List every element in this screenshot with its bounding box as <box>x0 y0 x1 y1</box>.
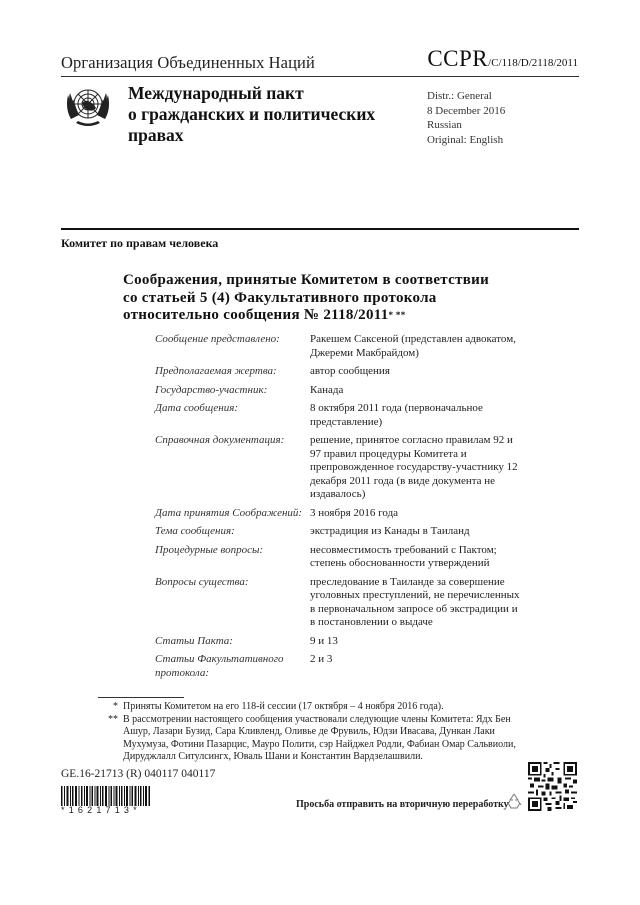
views-title-line <box>123 307 489 325</box>
metadata-row <box>155 653 525 680</box>
metadata-value: преследование в Таиланде за совершение уголовных преступлений, не перечисленных в первоначальном запросе об экстрадиции и в постановлении о выдаче <box>310 575 520 628</box>
footnote-text: В рассмотрении настоящего сообщения участвовали следующие члены Комитета: Ядх Бен Ашур, Лазари Бузид, Сара Кливленд, Оливье де Фрувиль, Юдзи Ивасава, Дункан Лаки Мухумуза, Фотини Пазарцис, Мауро Полити, сэр Найджел Родли, Фабиан Омар Сальвиоли, Дируджлалл Ситулсингх, Юваль Шани и Константин Вардзелашвили. <box>123 713 516 762</box>
committee-name: Комитет по правам человека <box>61 236 219 250</box>
symbol-main: CCPR <box>427 46 489 71</box>
views-title-line: со статьей 5 (4) Факультативного протокола <box>123 289 437 306</box>
metadata-row <box>155 635 525 649</box>
organization-name: Организация Объединенных Наций <box>61 53 315 72</box>
covenant-title <box>128 83 375 146</box>
metadata-label: Сообщение представлено: <box>155 333 280 345</box>
distribution-block <box>427 89 505 147</box>
metadata-row <box>155 525 525 539</box>
un-emblem-icon <box>62 81 114 131</box>
metadata-label: Государство-участник: <box>155 383 268 396</box>
metadata-value: автор сообщения <box>310 365 390 377</box>
symbol-suffix: /C/118/D/2118/2011 <box>488 57 578 69</box>
metadata-row <box>155 576 525 630</box>
views-title-line: Соображения, принятые Комитетом в соответствии <box>123 272 490 288</box>
metadata-label: Предполагаемая жертва: <box>155 365 277 377</box>
section-rule <box>61 228 579 230</box>
barcode-number: *1621713* <box>61 805 141 815</box>
language-line: Russian <box>427 119 462 131</box>
footnote-marks: * ** <box>388 310 406 320</box>
footnote-mark: * <box>113 701 118 712</box>
footnote-mark: ** <box>108 713 118 725</box>
metadata-row <box>155 434 525 502</box>
metadata-label: Дата принятия Соображений: <box>155 506 303 519</box>
views-title-text: относительно сообщения № 2118/2011 <box>123 307 389 323</box>
covenant-title-line: Международный пакт <box>128 83 304 103</box>
metadata-row <box>155 544 525 571</box>
footnote-rule <box>98 697 184 698</box>
original-line: Original: English <box>427 133 504 146</box>
metadata-value: экстрадиция из Канады в Таиланд <box>310 525 470 537</box>
footnote-text: Приняты Комитетом на его 118-й сессии (17 октября – 4 ноября 2016 года). <box>123 701 444 712</box>
footnotes <box>96 701 526 764</box>
distr-line: Distr.: General <box>427 90 492 102</box>
metadata-value: 2 и 3 <box>310 653 333 665</box>
document-symbol <box>427 46 578 72</box>
views-title <box>123 272 489 325</box>
communication-metadata <box>155 333 525 685</box>
metadata-value: решение, принятое согласно правилам 92 и 97 правил процедуры Комитета и препровожденное государству-участнику 12 декабря 2011 года (в виде документа не издавалось) <box>310 434 518 500</box>
metadata-label: Вопросы существа: <box>155 575 249 588</box>
date-line: 8 December 2016 <box>427 104 506 117</box>
metadata-row <box>155 507 525 521</box>
metadata-value: Канада <box>310 383 344 396</box>
metadata-row <box>155 365 525 379</box>
qr-code-icon <box>528 762 577 811</box>
covenant-title-line: правах <box>128 125 184 145</box>
metadata-label: Статьи Факультативного протокола: <box>155 653 284 679</box>
footnote <box>96 714 526 764</box>
metadata-label: Справочная документация: <box>155 434 285 446</box>
metadata-row <box>155 333 525 360</box>
footnote <box>96 701 526 714</box>
metadata-value: несовместимость требований с Пактом; степень обоснованности утверждений <box>310 543 497 569</box>
metadata-label: Тема сообщения: <box>155 525 235 537</box>
metadata-value: Ракешем Саксеной (представлен адвокатом, Джереми Макбрайдом) <box>310 333 516 359</box>
metadata-value: 8 октября 2011 года (первоначальное представление) <box>310 402 483 428</box>
metadata-row <box>155 384 525 398</box>
covenant-title-line: о гражданских и политических <box>128 104 376 124</box>
barcode-icon <box>61 786 151 806</box>
metadata-row <box>155 402 525 429</box>
metadata-value: 9 и 13 <box>310 634 338 647</box>
job-number: GE.16-21713 (R) 040117 040117 <box>61 768 216 780</box>
recycle-notice: Просьба отправить на вторичную переработку <box>296 799 509 810</box>
header-rule <box>61 76 579 77</box>
recycle-icon <box>505 792 523 810</box>
metadata-label: Дата сообщения: <box>155 402 239 414</box>
metadata-label: Процедурные вопросы: <box>155 543 264 556</box>
metadata-value: 3 ноября 2016 года <box>310 506 399 519</box>
metadata-label: Статьи Пакта: <box>155 634 233 647</box>
